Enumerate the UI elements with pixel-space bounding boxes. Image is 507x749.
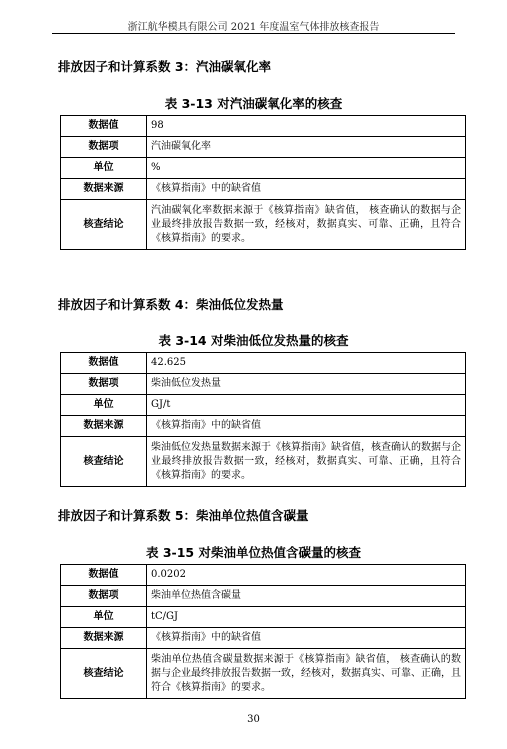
row-value: GJ/t [147, 395, 466, 416]
table-row [61, 395, 466, 416]
row-value: tC/GJ [147, 607, 466, 628]
table-3-15 [60, 564, 466, 699]
table-row [61, 586, 466, 607]
row-value: 98 [147, 116, 466, 137]
table-caption-3-14: 表 3-14 对柴油低位发热量的核查 [158, 333, 349, 348]
table-row [61, 649, 466, 699]
section-title-5: 排放因子和计算系数 5：柴油单位热值含碳量 [58, 508, 309, 523]
row-label: 单位 [61, 395, 147, 416]
row-label: 数据项 [61, 586, 147, 607]
table-3-13 [60, 115, 466, 250]
row-value: 42.625 [147, 353, 466, 374]
row-value: 《核算指南》中的缺省值 [147, 628, 466, 649]
row-value: 柴油单位热值含碳量数据来源于《核算指南》缺省值， 核查确认的数据与企业最终排放报告数据一致，经核对，数据真实、可靠、正确，且符合《核算指南》的要求。 [147, 649, 466, 699]
row-label: 数据值 [61, 353, 147, 374]
row-label: 核查结论 [61, 649, 147, 699]
section-title-4: 排放因子和计算系数 4：柴油低位发热量 [58, 297, 284, 312]
table-row [61, 179, 466, 200]
table-row [61, 437, 466, 487]
table-row [61, 565, 466, 586]
row-label: 核查结论 [61, 200, 147, 250]
table-caption-3-13: 表 3-13 对汽油碳氧化率的核查 [164, 96, 343, 111]
page-number: 30 [247, 714, 260, 725]
row-value: 柴油低位发热量数据来源于《核算指南》缺省值，核查确认的数据与企业最终排放报告数据一致，经核对，数据真实、可靠、正确，且符合《核算指南》的要求。 [147, 437, 466, 487]
row-value: 《核算指南》中的缺省值 [147, 416, 466, 437]
table-row [61, 200, 466, 250]
table-row [61, 116, 466, 137]
row-label: 单位 [61, 158, 147, 179]
table-row [61, 374, 466, 395]
row-label: 数据值 [61, 116, 147, 137]
row-label: 数据来源 [61, 416, 147, 437]
table-row [61, 158, 466, 179]
row-label: 数据来源 [61, 628, 147, 649]
row-label: 数据项 [61, 374, 147, 395]
row-label: 核查结论 [61, 437, 147, 487]
row-value: % [147, 158, 466, 179]
table-caption-3-15: 表 3-15 对柴油单位热值含碳量的核查 [146, 545, 361, 560]
table-row [61, 607, 466, 628]
row-value: 0.0202 [147, 565, 466, 586]
row-value: 《核算指南》中的缺省值 [147, 179, 466, 200]
row-label: 数据值 [61, 565, 147, 586]
header-divider [52, 33, 455, 34]
table-row [61, 353, 466, 374]
table-row [61, 628, 466, 649]
row-label: 数据项 [61, 137, 147, 158]
row-label: 数据来源 [61, 179, 147, 200]
table-row [61, 137, 466, 158]
row-value: 汽油碳氧化率 [147, 137, 466, 158]
page-header: 浙江航华模具有限公司 2021 年度温室气体排放核查报告 [127, 22, 380, 33]
table-3-14 [60, 352, 466, 487]
row-value: 柴油单位热值含碳量 [147, 586, 466, 607]
row-value: 汽油碳氧化率数据来源于《核算指南》缺省值， 核查确认的数据与企业最终排放报告数据一致，经核对，数据真实、可靠、正确，且符合《核算指南》的要求。 [147, 200, 466, 250]
row-label: 单位 [61, 607, 147, 628]
section-title-3: 排放因子和计算系数 3：汽油碳氧化率 [58, 59, 272, 74]
table-row [61, 416, 466, 437]
row-value: 柴油低位发热量 [147, 374, 466, 395]
